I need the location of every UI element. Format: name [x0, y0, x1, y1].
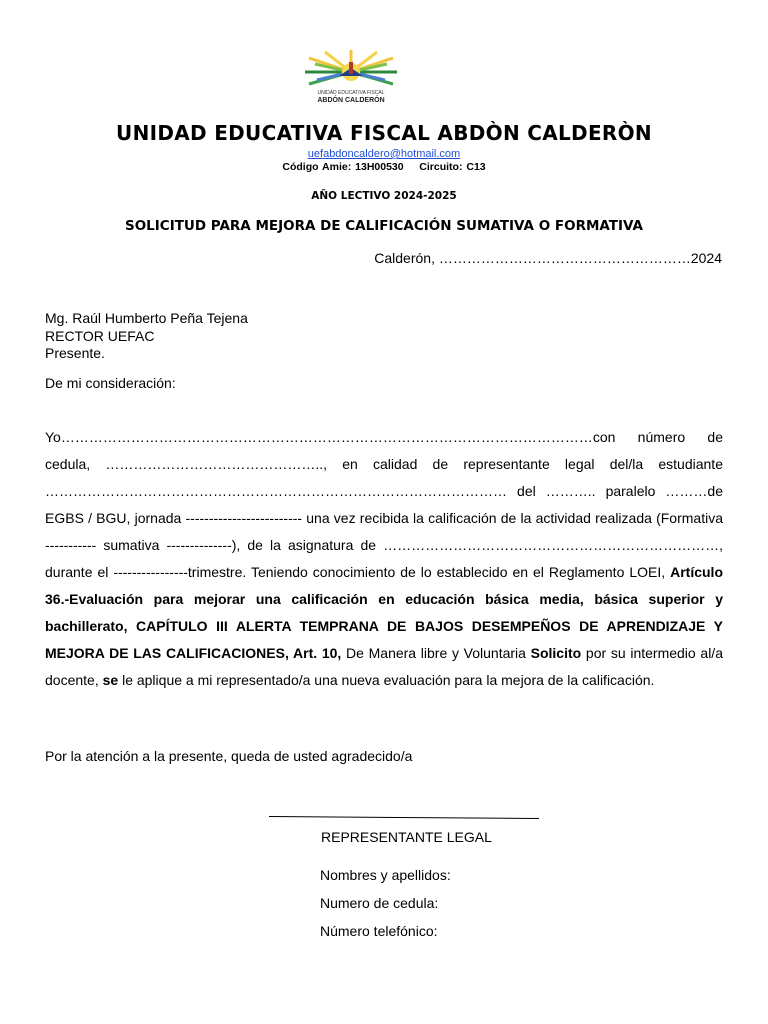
signature-label: REPRESENTANTE LEGAL [321, 829, 492, 845]
body-text-1: Yo……………………………………………………………………………………………………con número de cedula, ……………………………………….., en calidad de representante legal del/la estudiante ……………………………………………………………………………………… del ……….. paralelo ………de EGBS / BGU, jornada ------------------------- una vez recibida la calificación de la actividad realizada (Formativa ----------- sumativa --------------), de la asignatura de ………………………………………………………………, durante el ----------------trimestre. Teniendo conocimiento de lo establecido en el Reglamento LOEI, [45, 429, 723, 580]
addressee-block [45, 310, 248, 363]
addressee-presente: Presente. [45, 345, 105, 361]
signature-field-id: Numero de cedula: [320, 895, 439, 911]
request-body [45, 424, 723, 694]
logo-caption-2: ABDÓN CALDERÓN [317, 97, 385, 104]
place-date: Calderón, ………………………………………………2024 [374, 250, 722, 266]
body-text-2: De Manera libre y Voluntaria [341, 645, 531, 661]
document-title: SOLICITUD PARA MEJORA DE CALIFICACIÓN SUMATIVA O FORMATIVA [124, 218, 644, 234]
school-name: UNIDAD EDUCATIVA FISCAL ABDÒN CALDERÒN [116, 121, 652, 145]
body-legal-reference: Artículo 36.-Evaluación para mejorar una calificación en educación básica media, básica superior y bachillerato, CAPÍTULO III ALERTA TEMPRANA DE BAJOS DESEMPEÑOS DE APRENDIZAJE Y MEJORA DE LAS CALIFICACIONES, Art. 10, [45, 564, 723, 661]
addressee-role: RECTOR UEFAC [45, 327, 155, 344]
addressee-name: Mg. Raúl Humberto Peña Tejena [45, 310, 248, 326]
greeting: De mi consideración: [45, 375, 176, 391]
body-text-3: por su intermedio al/a docente, [45, 645, 723, 688]
signature-field-phone: Número telefónico: [320, 923, 438, 939]
school-year: AÑO LECTIVO 2024-2025 [311, 190, 457, 202]
signature-field-names: Nombres y apellidos: [320, 867, 451, 883]
logo-caption-1: UNIDAD EDUCATIVA FISCAL [317, 90, 385, 96]
school-codes: Código Amie: 13H00530 Circuito: C13 [282, 161, 486, 173]
body-se: se [102, 672, 119, 688]
signature-line [269, 816, 539, 819]
school-email-link[interactable]: uefabdoncaldero@hotmail.com [307, 148, 461, 160]
logo-torch [349, 62, 353, 74]
closing-line: Por la atención a la presente, queda de usted agradecido/a [45, 748, 413, 764]
body-solicito: Solicito [530, 645, 582, 661]
school-logo [303, 50, 399, 106]
body-text-4: le aplique a mi representado/a una nueva evaluación para la mejora de la calificación. [118, 672, 655, 688]
